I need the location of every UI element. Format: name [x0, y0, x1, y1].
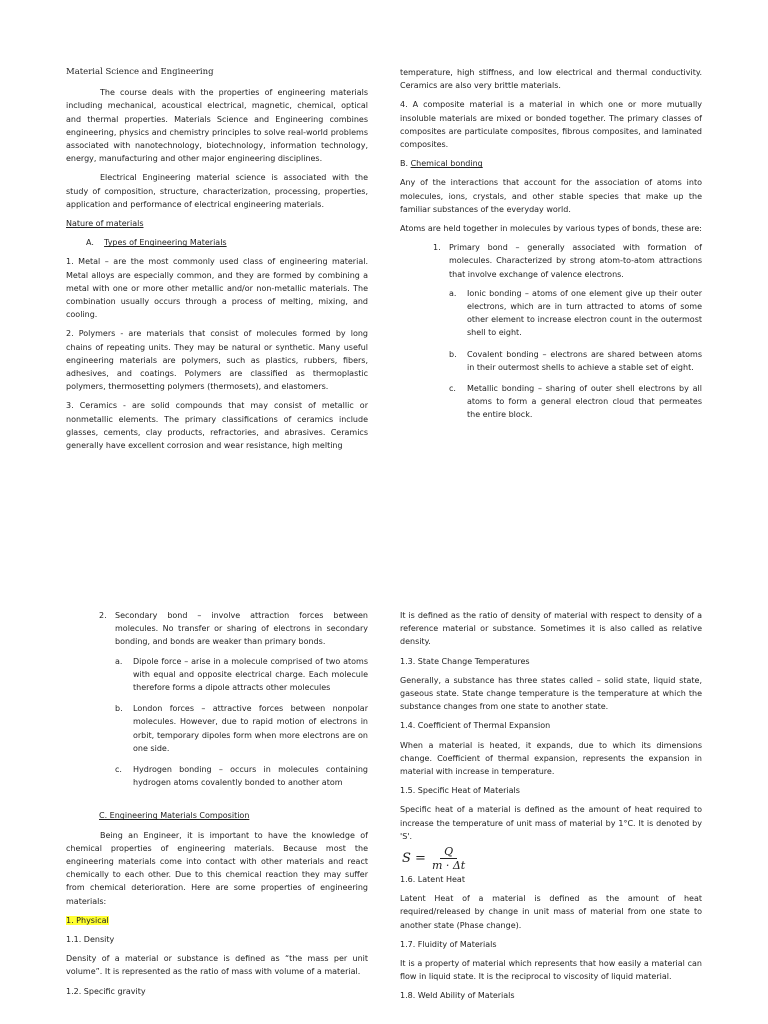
- specific-heat-heading: 1.5. Specific Heat of Materials: [400, 786, 520, 796]
- list-marker: a.: [115, 656, 123, 666]
- intro-paragraph: The course deals with the properties of engineering materials including mechanical, acoustical electrical, magnetic, chemical, optical and thermal properties. Materials Science and Engineering combines engineering, physics and chemistry principles to solve real-world problems associated with nanotechnology, biotechnology, information technology, energy, manufacturing and other major engineering disciplines.: [66, 88, 368, 164]
- list-marker: a.: [449, 288, 457, 298]
- ee-material-science-paragraph: Electrical Engineering material science is associated with the study of composition, structure, characterization, processing, properties, application and performance of electrical engineering materials.: [66, 173, 368, 209]
- physical-heading-text: 1. Physical: [66, 915, 109, 925]
- list-item: [115, 702, 368, 755]
- ionic-bonding-text: Ionic bonding – atoms of one element give up their outer electrons, which are in turn attracted to atoms of some other element to increase electron count in the outermost shell to eight.: [467, 288, 702, 338]
- types-heading-text: Types of Engineering Materials: [104, 238, 227, 248]
- ceramics-paragraph: 3. Ceramics - are solid compounds that may consist of metallic or nonmetallic elements. The primary classifications of ceramics include glasses, cements, clay products, refractories, and abrasives. Ceramics generally have excellent corrosion and wear resistance, high melting: [66, 401, 368, 451]
- list-marker: b.: [115, 704, 123, 714]
- bonding-intro: Any of the interactions that account for the association of atoms into molecules, ions, crystals, and other stable species that make up the familiar substances of the everyday world.: [400, 178, 702, 214]
- formula-lhs: S =: [402, 851, 426, 867]
- page2-left-column: [66, 609, 368, 1004]
- composition-heading-text: C. Engineering Materials Composition: [99, 811, 250, 821]
- bonding-heading-text: Chemical bonding: [410, 159, 483, 169]
- thermal-expansion-paragraph: When a material is heated, it expands, due to which its dimensions change. Coefficient of thermal expansion, represents the expansion in material with increase in temperature.: [400, 740, 702, 777]
- secondary-bond-list: [66, 609, 368, 789]
- formula-fraction: [432, 845, 465, 873]
- weldability-heading: 1.8. Weld Ability of Materials: [400, 991, 515, 1001]
- fluidity-paragraph: It is a property of material which represents that how easily a material can flow in liquid state. It is the reciprocal to viscosity of liquid material.: [400, 959, 702, 982]
- latent-heat-paragraph: Latent Heat of a material is defined as the amount of heat required/released by change in unit mass of material from one state to another state (Phase change).: [400, 894, 702, 930]
- page1-right-column: [400, 66, 702, 430]
- list-item: [115, 655, 368, 695]
- secondary-bond-sublist: [115, 655, 368, 790]
- hydrogen-bonding-text: Hydrogen bonding – occurs in molecules containing hydrogen atoms covalently bonded to another atom: [133, 765, 368, 788]
- types-heading: [66, 236, 368, 249]
- composition-heading: [66, 809, 368, 822]
- list-marker: 2.: [99, 611, 107, 620]
- list-marker: c.: [115, 765, 122, 775]
- nature-heading: [66, 217, 368, 230]
- density-heading: 1.1. Density: [66, 935, 115, 945]
- nature-heading-text: Nature of materials: [66, 219, 144, 229]
- list-item: [449, 287, 702, 340]
- density-paragraph: Density of a material or substance is defined as “the mass per unit volume”. It is represented as the ratio of mass with volume of a material.: [66, 954, 368, 977]
- atoms-held-paragraph: Atoms are held together in molecules by various types of bonds, these are:: [400, 224, 702, 234]
- list-item: [115, 763, 368, 789]
- primary-bond-text: Primary bond – generally associated with formation of molecules. Characterized by strong atom-to-atom attractions that involve exchange of valence electrons.: [449, 243, 702, 279]
- list-item: [449, 382, 702, 422]
- primary-bond-item: [400, 241, 702, 421]
- formula-numerator: Q: [440, 845, 457, 859]
- list-marker: 1.: [433, 243, 441, 253]
- specific-heat-paragraph: Specific heat of a material is defined as the amount of heat required to increase the temperature of unit mass of material by 1°C. It is denoted by 'S'.: [400, 805, 702, 841]
- dipole-force-text: Dipole force – arise in a molecule comprised of two atoms with equal and opposite electrical charge. Each molecule therefore forms a dipole attracts other molecules: [133, 656, 368, 693]
- specific-gravity-heading: 1.2. Specific gravity: [66, 986, 146, 996]
- primary-bond-list: [400, 241, 702, 421]
- page1-left-column: [66, 66, 368, 458]
- london-forces-text: London forces – attractive forces between nonpolar molecules. However, due to rapid motion of electrons in orbit, temporary dipoles form when more electrons are on one side.: [133, 704, 368, 753]
- formula-denominator: m · Δt: [431, 859, 466, 873]
- latent-heat-heading: 1.6. Latent Heat: [400, 875, 465, 885]
- state-change-heading: 1.3. State Change Temperatures: [400, 656, 530, 666]
- covalent-bonding-text: Covalent bonding – electrons are shared between atoms in their outermost shells to achieve a stable set of eight.: [467, 349, 702, 372]
- bonding-prefix: B.: [400, 159, 409, 169]
- ceramics-continued: temperature, high stiffness, and low electrical and thermal conductivity. Ceramics are also very brittle materials.: [400, 68, 702, 91]
- secondary-bond-item: [66, 609, 368, 789]
- bonding-heading: [400, 157, 702, 170]
- document-title: Material Science and Engineering: [66, 67, 214, 77]
- fluidity-heading: 1.7. Fluidity of Materials: [400, 939, 497, 949]
- list-marker: b.: [449, 349, 457, 359]
- metallic-bonding-text: Metallic bonding – sharing of outer shell electrons by all atoms to form a general electron cloud that permeates the entire block.: [467, 384, 702, 420]
- list-item: [449, 348, 702, 374]
- page2-right-column: [400, 609, 702, 1009]
- physical-heading: [66, 914, 368, 927]
- composite-paragraph: 4. A composite material is a material in which one or more mutually insoluble materials are mixed or bonded together. The primary classes of composites are particulate composites, fibrous composites, and laminated composites.: [400, 100, 702, 150]
- polymers-paragraph: 2. Polymers - are materials that consist of molecules formed by long chains of repeating units. They may be natural or synthetic. Many useful engineering materials are polymers, such as plastics, rubbers, fibers, adhesives, and coatings. Polymers are classified as thermoplastic polymers, thermosetting polymers (thermosets), and elastomers.: [66, 329, 368, 392]
- composition-intro: Being an Engineer, it is important to have the knowledge of chemical properties of engineering materials. Because most the engineering materials come into contact with other materials and react chemically to each other. Due to this chemical reaction they may suffer from chemical deterioration. Here are some properties of engineering materials:: [66, 830, 368, 906]
- primary-bond-sublist: [449, 287, 702, 422]
- specific-gravity-paragraph: It is defined as the ratio of density of material with respect to density of a reference material or substance. Sometimes it is also called as relative density.: [400, 611, 702, 647]
- metal-paragraph: 1. Metal – are the most commonly used class of engineering material. Metal alloys are especially common, and they are formed by combining a metal with one or more other metallic and/or non-metallic materials. The combination usually occurs through a process of melting, mixing, and cooling.: [66, 257, 368, 320]
- specific-heat-formula: [402, 845, 702, 873]
- secondary-bond-text: Secondary bond – involve attraction forces between molecules. No transfer or sharing of electrons in secondary bonding, and bonds are weaker than primary bonds.: [115, 611, 368, 647]
- list-marker: c.: [449, 384, 456, 394]
- state-change-paragraph: Generally, a substance has three states called – solid state, liquid state, gaseous state. State change temperature is the temperature at which the substance changes from one state to another state.: [400, 675, 702, 712]
- types-marker: A.: [86, 238, 94, 248]
- thermal-expansion-heading: 1.4. Coefficient of Thermal Expansion: [400, 721, 551, 731]
